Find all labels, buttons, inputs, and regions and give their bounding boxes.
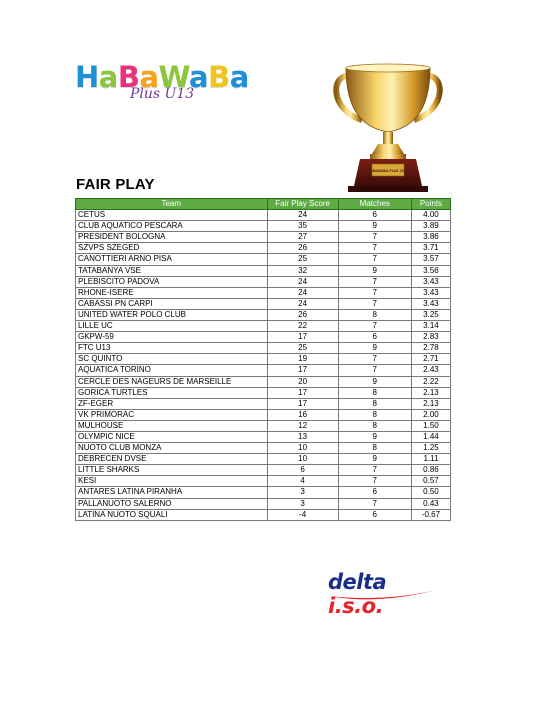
logo-letter: a	[189, 60, 209, 94]
cell-score: 3	[267, 498, 338, 509]
cell-score: 19	[267, 354, 338, 365]
table-row	[76, 243, 451, 254]
logo-letter: a	[139, 60, 159, 94]
cell-matches: 8	[338, 409, 411, 420]
iso-logo-text: i.s.o.	[328, 594, 384, 618]
table-row	[76, 210, 451, 221]
cell-team: PRESIDENT BOLOGNA	[76, 232, 268, 243]
cell-matches: 7	[338, 321, 411, 332]
delta-logo-text: delta	[328, 570, 387, 594]
cell-team: SC QUINTO	[76, 354, 268, 365]
cell-matches: 8	[338, 387, 411, 398]
cell-score: 10	[267, 443, 338, 454]
cell-points: 2.13	[411, 398, 450, 409]
cell-matches: 7	[338, 232, 411, 243]
cell-points: 3.56	[411, 265, 450, 276]
cell-matches: 8	[338, 443, 411, 454]
cell-matches: 6	[338, 332, 411, 343]
cell-team: LILLE UC	[76, 321, 268, 332]
cell-matches: 6	[338, 487, 411, 498]
table-row	[76, 387, 451, 398]
table-row	[76, 298, 451, 309]
cell-matches: 8	[338, 420, 411, 431]
cell-team: FTC U13	[76, 343, 268, 354]
cell-matches: 8	[338, 309, 411, 320]
trophy-icon	[328, 62, 448, 194]
table-row	[76, 309, 451, 320]
cell-team: LATINA NUOTO SQUALI	[76, 509, 268, 520]
cell-team: RHONE-ISERE	[76, 287, 268, 298]
header-team: Team	[76, 199, 268, 210]
table-row	[76, 321, 451, 332]
cell-team: ZF-EGER	[76, 398, 268, 409]
logo-letter: B	[117, 60, 140, 94]
cell-points: 2.43	[411, 365, 450, 376]
table-row	[76, 487, 451, 498]
cell-points: 3.43	[411, 287, 450, 298]
table-header-row	[76, 199, 451, 210]
cell-score: 22	[267, 321, 338, 332]
table-row	[76, 287, 451, 298]
cell-points: 1.25	[411, 443, 450, 454]
cell-score: 24	[267, 298, 338, 309]
cell-team: UNITED WATER POLO CLUB	[76, 309, 268, 320]
cell-score: 24	[267, 210, 338, 221]
table-row	[76, 454, 451, 465]
cell-matches: 6	[338, 210, 411, 221]
cell-points: 0.86	[411, 465, 450, 476]
cell-score: 17	[267, 387, 338, 398]
cell-team: SZVPS SZEGED	[76, 243, 268, 254]
cell-matches: 7	[338, 276, 411, 287]
table-row	[76, 221, 451, 232]
cell-points: 2.78	[411, 343, 450, 354]
table-row	[76, 332, 451, 343]
cell-matches: 9	[338, 376, 411, 387]
cell-points: 2.22	[411, 376, 450, 387]
cell-points: 0.57	[411, 476, 450, 487]
cell-team: PLEBISCITO PADOVA	[76, 276, 268, 287]
cell-points: -0.67	[411, 509, 450, 520]
logo-letter: W	[158, 60, 190, 94]
cell-points: 3.71	[411, 243, 450, 254]
cell-team: GORICA TURTLES	[76, 387, 268, 398]
cell-team: ANTARES LATINA PIRANHA	[76, 487, 268, 498]
delta-iso-logo	[328, 570, 438, 618]
cell-score: 35	[267, 221, 338, 232]
logo-letter: B	[208, 60, 230, 94]
cell-team: AQUATICA TORINO	[76, 365, 268, 376]
cell-points: 3.43	[411, 298, 450, 309]
cell-team: LITTLE SHARKS	[76, 465, 268, 476]
cell-score: 26	[267, 243, 338, 254]
cell-team: GKPW-59	[76, 332, 268, 343]
fair-play-table	[75, 198, 451, 521]
cell-team: CLUB AQUATICO PESCARA	[76, 221, 268, 232]
cell-matches: 9	[338, 265, 411, 276]
cell-points: 0.50	[411, 487, 450, 498]
cell-score: 25	[267, 254, 338, 265]
cell-team: CABASSI PN CARPI	[76, 298, 268, 309]
cell-score: 6	[267, 465, 338, 476]
cell-points: 1.44	[411, 431, 450, 442]
table-row	[76, 265, 451, 276]
swoosh-icon	[328, 588, 438, 602]
cell-matches: 7	[338, 243, 411, 254]
cell-points: 3.57	[411, 254, 450, 265]
cell-team: CERCLE DES NAGEURS DE MARSEILLE	[76, 376, 268, 387]
logo-letter: a	[229, 60, 249, 94]
cell-score: 10	[267, 454, 338, 465]
cell-team: PALLANUOTO SALERNO	[76, 498, 268, 509]
cell-matches: 7	[338, 476, 411, 487]
cell-matches: 7	[338, 498, 411, 509]
table-row	[76, 254, 451, 265]
cell-points: 3.89	[411, 221, 450, 232]
cell-team: NUOTO CLUB MONZA	[76, 443, 268, 454]
cell-points: 2.13	[411, 387, 450, 398]
cell-team: DEBRECEN DVSE	[76, 454, 268, 465]
cell-score: 26	[267, 309, 338, 320]
cell-points: 3.86	[411, 232, 450, 243]
cell-matches: 6	[338, 509, 411, 520]
cell-matches: 7	[338, 465, 411, 476]
cell-score: 25	[267, 343, 338, 354]
cell-score: 17	[267, 398, 338, 409]
cell-points: 3.25	[411, 309, 450, 320]
cell-matches: 7	[338, 298, 411, 309]
table-row	[76, 398, 451, 409]
cell-matches: 9	[338, 431, 411, 442]
cell-points: 2.83	[411, 332, 450, 343]
cell-matches: 7	[338, 254, 411, 265]
cell-team: TATABANYA VSE	[76, 265, 268, 276]
table-row	[76, 354, 451, 365]
cell-score: -4	[267, 509, 338, 520]
table-row	[76, 498, 451, 509]
page-title: FAIR PLAY	[76, 176, 155, 193]
table-row	[76, 276, 451, 287]
cell-score: 20	[267, 376, 338, 387]
table-row	[76, 232, 451, 243]
logo-subtitle: Plus U13	[130, 86, 195, 102]
table-row	[76, 365, 451, 376]
cell-score: 24	[267, 287, 338, 298]
table-row	[76, 443, 451, 454]
header-matches: Matches	[338, 199, 411, 210]
cell-team: OLYMPIC NICE	[76, 431, 268, 442]
cell-team: CANOTTIERI ARNO PISA	[76, 254, 268, 265]
trophy-plaque-text: HABAWABA PLUS 2017	[367, 169, 409, 173]
cell-points: 1.11	[411, 454, 450, 465]
cell-score: 12	[267, 420, 338, 431]
cell-matches: 9	[338, 221, 411, 232]
cell-team: VK PRIMORAC	[76, 409, 268, 420]
cell-matches: 8	[338, 398, 411, 409]
cell-points: 3.43	[411, 276, 450, 287]
cell-points: 1.50	[411, 420, 450, 431]
table-row	[76, 409, 451, 420]
cell-matches: 7	[338, 287, 411, 298]
table-row	[76, 509, 451, 520]
logo-letter: a	[98, 60, 118, 94]
table-row	[76, 476, 451, 487]
table-row	[76, 465, 451, 476]
cell-score: 16	[267, 409, 338, 420]
table-row	[76, 431, 451, 442]
cell-score: 32	[267, 265, 338, 276]
cell-matches: 7	[338, 354, 411, 365]
cell-team: CETUS	[76, 210, 268, 221]
table-row	[76, 343, 451, 354]
cell-matches: 9	[338, 343, 411, 354]
cell-points: 2.00	[411, 409, 450, 420]
cell-team: MULHOUSE	[76, 420, 268, 431]
cell-score: 17	[267, 365, 338, 376]
header-fair-play-score: Fair Play Score	[267, 199, 338, 210]
cell-team: KESI	[76, 476, 268, 487]
cell-score: 4	[267, 476, 338, 487]
header-points: Points	[411, 199, 450, 210]
habawaba-logo	[75, 60, 250, 110]
logo-letter: H	[75, 60, 99, 94]
table-row	[76, 376, 451, 387]
cell-points: 4.00	[411, 210, 450, 221]
cell-score: 13	[267, 431, 338, 442]
cell-score: 24	[267, 276, 338, 287]
table-row	[76, 420, 451, 431]
cell-points: 3.14	[411, 321, 450, 332]
cell-matches: 9	[338, 454, 411, 465]
cell-score: 17	[267, 332, 338, 343]
cell-points: 2.71	[411, 354, 450, 365]
cell-points: 0.43	[411, 498, 450, 509]
cell-score: 27	[267, 232, 338, 243]
cell-score: 3	[267, 487, 338, 498]
cell-matches: 7	[338, 365, 411, 376]
